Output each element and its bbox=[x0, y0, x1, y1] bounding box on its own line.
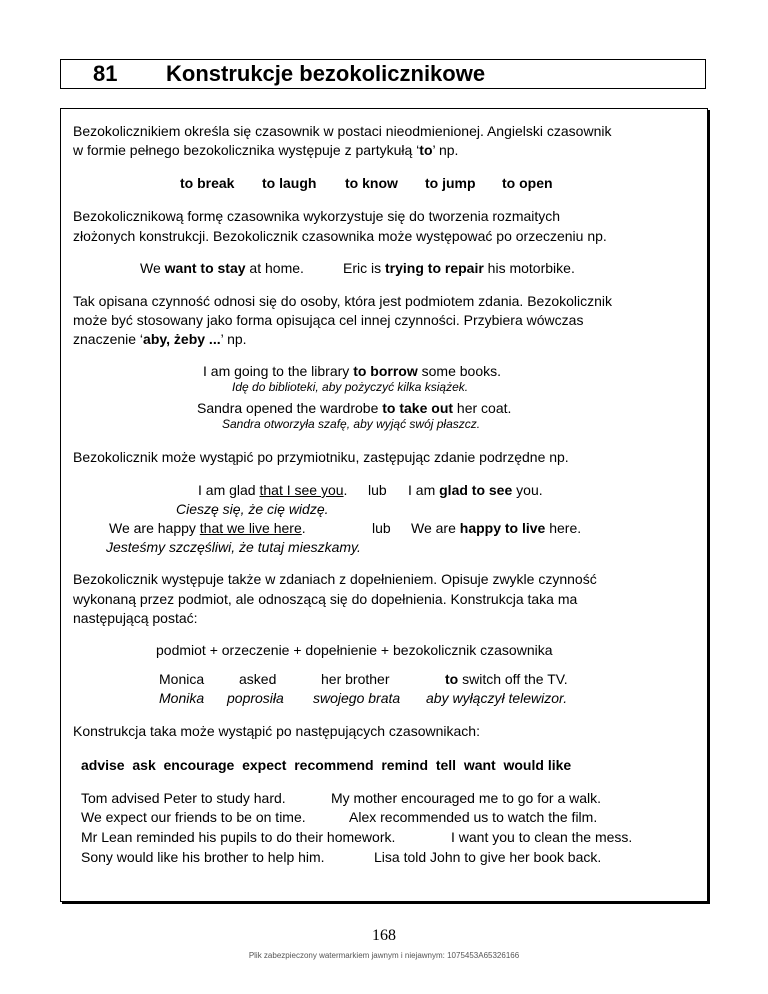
construction-formula: podmiot + orzeczenie + dopełnienie + bezokolicznik czasownika bbox=[156, 642, 553, 658]
p2-line2: złożonych konstrukcji. Bezokolicznik czasownika może występować po orzeczeniu np. bbox=[73, 228, 607, 244]
page-number: 168 bbox=[372, 927, 396, 944]
chapter-number: 81 bbox=[93, 61, 118, 86]
example-sentence: We expect our friends to be on time. bbox=[81, 809, 306, 825]
example-glad-to-see: I am glad to see you. bbox=[408, 482, 543, 498]
p5-line2: wykonaną przez podmiot, ale odnoszącą się do dopełnienia. Konstrukcja taka ma bbox=[73, 591, 578, 607]
example-sentence: Sony would like his brother to help him. bbox=[81, 849, 325, 865]
header-box bbox=[60, 59, 706, 89]
example-sentence: Lisa told John to give her book back. bbox=[374, 849, 602, 865]
p4: Bezokolicznik może wystąpić po przymiotniku, zastępując zdanie podrzędne np. bbox=[73, 449, 569, 465]
example-infinitive-phrase: to switch off the TV. bbox=[445, 671, 568, 687]
example-predicate: asked bbox=[239, 671, 277, 687]
example-subject: Monica bbox=[159, 671, 205, 687]
example-sentence: Tom advised Peter to study hard. bbox=[81, 790, 286, 806]
example-infinitive: to laugh bbox=[262, 175, 317, 191]
translation-2: Sandra otworzyła szafę, aby wyjąć swój płaszcz. bbox=[222, 417, 481, 431]
p6: Konstrukcja taka może wystąpić po następujących czasownikach: bbox=[73, 723, 480, 739]
p3-line1: Tak opisana czynność odnosi się do osoby, która jest podmiotem zdania. Bezokolicznik bbox=[73, 293, 613, 309]
example-to-borrow: I am going to the library to borrow some books. bbox=[203, 363, 501, 379]
example-sentence: My mother encouraged me to go for a walk. bbox=[331, 790, 602, 806]
p3-line3: znaczenie ‘aby, żeby ...’ np. bbox=[73, 331, 247, 347]
p1-line2: w formie pełnego bezokolicznika występuje z partykułą ‘to’ np. bbox=[73, 142, 459, 158]
p1-line1: Bezokolicznikiem określa się czasownik w postaci nieodmienionej. Angielski czasownik bbox=[73, 123, 612, 139]
p2-line1: Bezokolicznikową formę czasownika wykorzystuje się do tworzenia rozmaitych bbox=[73, 208, 561, 224]
example-infinitive: to know bbox=[345, 175, 398, 191]
example-to-take-out: Sandra opened the wardrobe to take out her coat. bbox=[197, 400, 512, 416]
example-infinitive: to jump bbox=[425, 175, 476, 191]
p3-line2: może być stosowany jako forma opisująca cel innej czynności. Przybiera wówczas bbox=[73, 312, 584, 328]
translation-1: Idę do biblioteki, aby pożyczyć kilka książek. bbox=[232, 380, 469, 394]
p5-line3: następującą postać: bbox=[73, 610, 198, 626]
translation-4: Jesteśmy szczęśliwi, że tutaj mieszkamy. bbox=[106, 539, 361, 555]
example-trying-to-repair: Eric is trying to repair his motorbike. bbox=[343, 260, 575, 276]
translation-predicate: poprosiła bbox=[227, 690, 284, 706]
chapter-title: Konstrukcje bezokolicznikowe bbox=[166, 61, 486, 86]
example-infinitive: to open bbox=[502, 175, 553, 191]
example-want-to-stay: We want to stay at home. bbox=[140, 260, 304, 276]
p5-line1: Bezokolicznik występuje także w zdaniach z dopełnieniem. Opisuje zwykle czynność bbox=[73, 571, 597, 587]
example-sentence: Alex recommended us to watch the film. bbox=[349, 809, 598, 825]
translation-object: swojego brata bbox=[313, 690, 401, 706]
translation-3: Cieszę się, że cię widzę. bbox=[176, 501, 329, 517]
example-sentence: Mr Lean reminded his pupils to do their homework. bbox=[81, 829, 396, 845]
example-infinitive: to break bbox=[180, 175, 235, 191]
example-object: her brother bbox=[321, 671, 390, 687]
lub-label: lub bbox=[372, 520, 391, 536]
example-happy: We are happy that we live here. bbox=[109, 520, 306, 536]
example-happy-to-live: We are happy to live here. bbox=[411, 520, 582, 536]
translation-subject: Monika bbox=[159, 690, 205, 706]
verb-list: advise ask encourage expect recommend remind tell want would like bbox=[81, 757, 572, 773]
lub-label: lub bbox=[368, 482, 387, 498]
translation-infinitive: aby wyłączył telewizor. bbox=[426, 690, 568, 706]
example-glad: I am glad that I see you. bbox=[198, 482, 348, 498]
watermark: Plik zabezpieczony watermarkiem jawnym i niejawnym: 1075453A65326166 bbox=[248, 951, 520, 960]
example-sentence: I want you to clean the mess. bbox=[451, 829, 633, 845]
